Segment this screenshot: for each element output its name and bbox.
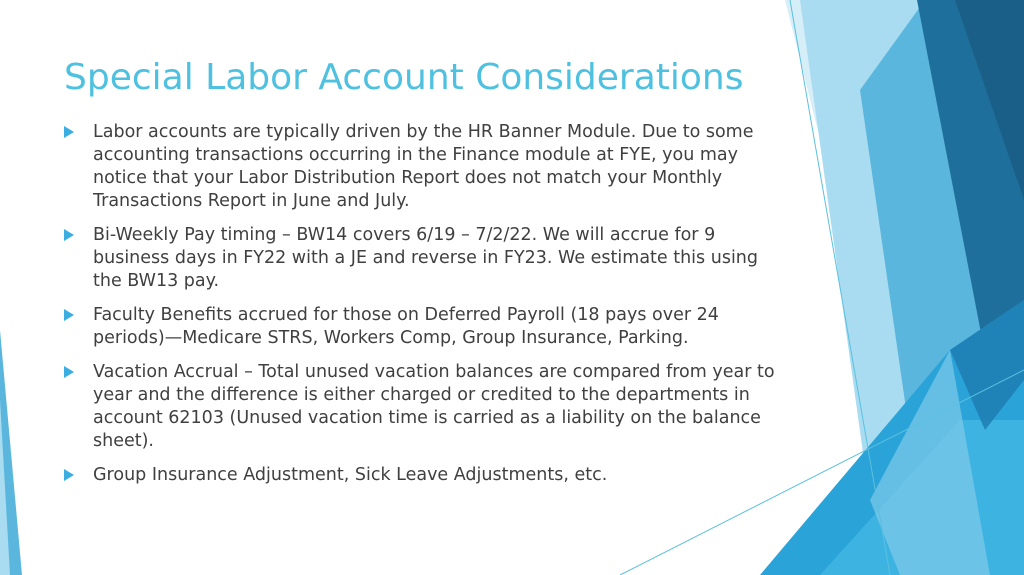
bullet-item <box>64 224 784 293</box>
triangle-bullet-icon <box>64 126 74 138</box>
bullet-list <box>64 121 784 498</box>
triangle-bullet-icon <box>64 229 74 241</box>
bullet-item <box>64 121 784 213</box>
bullet-text: Vacation Accrual – Total unused vacation balances are compared from year to year and the difference is either charged or credited to the departments in account 62103 (Unused vacation time is carried as a liability on the balance sheet). <box>93 362 775 451</box>
bullet-text: Faculty Benefits accrued for those on Deferred Payroll (18 pays over 24 periods)—Medicare STRS, Workers Comp, Group Insurance, Parking. <box>93 305 719 348</box>
bullet-text: Labor accounts are typically driven by the HR Banner Module. Due to some accounting transactions occurring in the Finance module at FYE, you may notice that your Labor Distribution Report does not match your Monthly Transactions Report in June and July. <box>93 122 754 211</box>
triangle-bullet-icon <box>64 309 74 321</box>
slide-title: Special Labor Account Considerations <box>64 57 744 98</box>
bullet-item <box>64 361 784 453</box>
bullet-text: Group Insurance Adjustment, Sick Leave Adjustments, etc. <box>93 465 608 485</box>
triangle-bullet-icon <box>64 469 74 481</box>
bullet-item <box>64 464 784 487</box>
bullet-item <box>64 304 784 350</box>
bullet-text: Bi-Weekly Pay timing – BW14 covers 6/19 – 7/2/22. We will accrue for 9 business days in FY22 with a JE and reverse in FY23. We estimate this using the BW13 pay. <box>93 225 758 291</box>
triangle-bullet-icon <box>64 366 74 378</box>
